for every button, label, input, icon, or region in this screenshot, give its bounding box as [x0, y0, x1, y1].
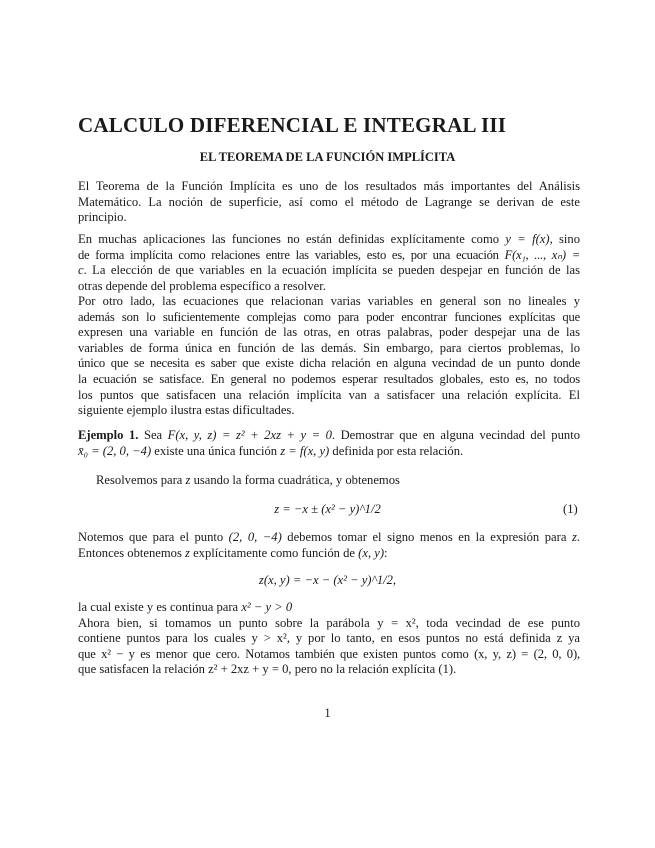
equation-1: z = −x ± (x² − y)^1/2: [274, 502, 381, 516]
math-inline: (2, 0, −4): [228, 530, 282, 544]
math-inline: F(x₁, ..., xₙ) =: [504, 247, 580, 262]
math-inline: c: [78, 263, 84, 278]
text-run: En muchas aplicaciones las funciones no están definidas explícitamente como: [78, 232, 506, 246]
text-line: los puntos que satisfacen una relación implícita van a satisfacer una relación explícita. El: [78, 387, 580, 402]
math-inline: z: [185, 473, 191, 487]
text-line: Ahora bien, si tomamos un punto sobre la parábola y = x², toda vecindad de ese punto: [78, 615, 580, 630]
text-run: debemos tomar el signo menos en la expresión para: [281, 530, 572, 544]
text-run: la cual existe y es continua para: [78, 600, 242, 614]
math-inline: z: [571, 530, 577, 544]
page-number: 1: [324, 706, 331, 720]
text-run: definida por esta relación.: [329, 443, 464, 458]
example-1: [78, 428, 580, 459]
text-line: principio.: [78, 210, 127, 225]
text-run: existe una única función: [151, 443, 281, 458]
text-line: otras depende del problema específico a resolver.: [78, 278, 326, 293]
text-line: El Teorema de la Función Implícita es uno de los resultados más importantes del Análisis: [78, 179, 580, 193]
text-line: [78, 263, 580, 279]
text-run: , sino: [549, 232, 581, 246]
math-inline: z: [185, 545, 190, 560]
section-subtitle: EL TEOREMA DE LA FUNCIÓN IMPLÍCITA: [199, 150, 456, 164]
intro-paragraph: [78, 179, 580, 226]
text-line: [78, 600, 580, 616]
math-inline: z = f(x, y): [280, 443, 330, 458]
text-run: explícitamente como función de: [189, 545, 359, 560]
page-title: CALCULO DIFERENCIAL E INTEGRAL III: [78, 113, 507, 137]
text-line: [78, 428, 580, 444]
text-line: Notemos que para el punto (2, 0, −4) debemos tomar el signo menos en la expresión para z.: [78, 530, 580, 544]
equation-2: z(x, y) = −x − (x² − y)^1/2,: [258, 573, 397, 587]
text-line: [96, 473, 580, 489]
math-inline: y = f(x): [505, 232, 550, 246]
text-line: que satisfacen la relación z² + 2xz + y = 0, pero no la relación explícita (1).: [78, 662, 457, 677]
solution-paragraph-1: [78, 530, 580, 561]
math-inline: x² − y > 0: [241, 600, 293, 614]
text-line: además son lo suficientemente complejas como para poder encontrar funciones explícitas que: [78, 309, 580, 324]
solution-paragraph-2: [78, 600, 580, 678]
text-run: :: [384, 545, 388, 560]
text-line: Matemático. La noción de superficie, así como el método de Lagrange se derivan de este: [78, 194, 580, 209]
text-run: usando la forma cuadrática, y obtenemos: [190, 473, 400, 487]
text-run: de forma implícita como relaciones entre las variables, esto es, por una ecuación: [78, 247, 505, 262]
math-inline: F(x, y, z) = z² + 2xz + y = 0: [167, 428, 332, 442]
text-line: [78, 546, 580, 562]
nonlinear-paragraph: [78, 294, 580, 419]
text-line: único que se necesita es saber que existe dicha relación en alguna vecindad de un punto donde: [78, 356, 580, 371]
text-line: que x² − y es menor que cero. Notamos también que existen puntos como (x, y, z) = (2, 0, 0),: [78, 646, 580, 661]
equation-number: (1): [563, 502, 578, 516]
text-run: Resolvemos para: [96, 473, 186, 487]
text-line: variables de forma única en función de las demás. Sin embargo, para ciertos problemas, lo: [78, 340, 580, 355]
text-line: [78, 248, 580, 264]
math-inline: x̄₀ = (2, 0, −4): [78, 443, 152, 458]
text-line: siguiente ejemplo ilustra estas dificultades.: [78, 403, 295, 418]
text-line: [78, 232, 580, 248]
example-label: Ejemplo 1.: [78, 428, 139, 442]
text-run: Notemos que para el punto: [78, 530, 229, 544]
text-run: . La elección de que variables en la ecuación implícita se pueden despejar en función de las: [83, 263, 580, 278]
text-line: contiene puntos para los cuales y > x², y por lo tanto, en esos puntos no está definida z ya: [78, 631, 580, 646]
text-line: expresen una variable en función de las otras, en otras palabras, poder despejar una de las: [78, 325, 580, 340]
text-run: Sea: [138, 428, 168, 442]
text-run: Entonces obtenemos: [78, 545, 186, 560]
text-line: la ecuación se satisface. En general no podemos esperar resultados globales, esto es, no todos: [78, 371, 580, 386]
math-inline: (x, y): [358, 545, 385, 560]
text-run: . Demostrar que en alguna vecindad del punto: [331, 428, 580, 442]
text-line: Por otro lado, las ecuaciones que relacionan varias variables en general son no lineales y: [78, 294, 580, 308]
implicit-functions-paragraph: [78, 232, 580, 294]
solution-intro: [96, 473, 580, 489]
text-line: [78, 444, 580, 460]
